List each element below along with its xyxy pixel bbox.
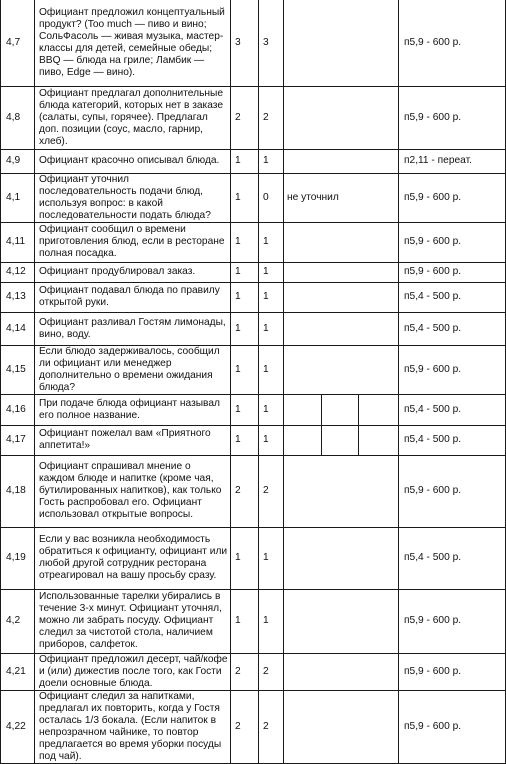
penalty-reference: п5,9 - 600 р.	[399, 455, 506, 527]
max-score: 1	[231, 527, 259, 589]
table-row	[1, 589, 506, 653]
actual-score: 1	[259, 589, 284, 653]
actual-score: 1	[259, 222, 284, 262]
item-description: Официант сообщил о времени приготовления блюд, если в ресторане полная посадка.	[35, 222, 231, 262]
item-description: Официант уточнил последовательность подачи блюд, используя вопрос: в какой последовательности подать блюда?	[35, 173, 231, 222]
item-description: Использованные тарелки убирались в течение 3-х минут. Официант уточнял, можно ли забрать посуду. Официант следил за чистотой стола, наличием приборов, салфеток.	[35, 589, 231, 653]
max-score: 1	[231, 345, 259, 394]
comment-cell	[284, 589, 399, 653]
penalty-reference: п5,4 - 500 р.	[399, 425, 506, 455]
note-cell-c	[359, 425, 399, 455]
item-number: 4,14	[1, 312, 35, 345]
item-description: Официант разливал Гостям лимонады, вино, воду.	[35, 312, 231, 345]
item-number: 4,16	[1, 394, 35, 425]
table-row	[1, 222, 506, 262]
item-description: Если блюдо задерживалось, сообщил ли официант или менеджер дополнительно о времени ожидания блюда?	[35, 345, 231, 394]
penalty-reference: п5,9 - 600 р.	[399, 345, 506, 394]
max-score: 1	[231, 222, 259, 262]
actual-score: 1	[259, 282, 284, 312]
item-number: 4,19	[1, 527, 35, 589]
table-row	[1, 262, 506, 282]
item-number: 4,2	[1, 589, 35, 653]
item-number: 4,22	[1, 690, 35, 763]
table-row	[1, 173, 506, 222]
note-cell-a	[284, 394, 322, 425]
penalty-reference: п5,9 - 600 р.	[399, 173, 506, 222]
actual-score: 1	[259, 394, 284, 425]
penalty-reference: п5,4 - 500 р.	[399, 312, 506, 345]
penalty-reference: п5,9 - 600 р.	[399, 86, 506, 149]
comment-cell	[284, 262, 399, 282]
max-score: 1	[231, 149, 259, 173]
item-number: 4,12	[1, 262, 35, 282]
item-description: Если у вас возникла необходимость обратиться к официанту, официант или любой другой сотрудник ресторана отреагировал на вашу просьбу сразу.	[35, 527, 231, 589]
item-number: 4,18	[1, 455, 35, 527]
actual-score: 1	[259, 312, 284, 345]
item-description: Официант продублировал заказ.	[35, 262, 231, 282]
table-row	[1, 312, 506, 345]
actual-score: 1	[259, 262, 284, 282]
note-cell-b	[322, 425, 359, 455]
comment-cell	[284, 455, 399, 527]
item-description: Официант предлагал дополнительные блюда категорий, которых нет в заказе (салаты, супы, горячее). Предлагал доп. позиции (соус, масло, гарнир, хлеб).	[35, 86, 231, 149]
item-number: 4,9	[1, 149, 35, 173]
note-cell-a	[284, 425, 322, 455]
max-score: 3	[231, 0, 259, 86]
comment-cell	[284, 527, 399, 589]
penalty-reference: п5,9 - 600 р.	[399, 222, 506, 262]
comment-cell	[284, 312, 399, 345]
table-row	[1, 0, 506, 86]
actual-score: 1	[259, 149, 284, 173]
max-score: 2	[231, 455, 259, 527]
actual-score: 1	[259, 425, 284, 455]
comment-cell	[284, 222, 399, 262]
comment-cell	[284, 653, 399, 690]
item-description: Официант предложил десерт, чай/кофе и (или) дижестив после того, как Гости доели основные блюда.	[35, 653, 231, 690]
penalty-reference: п5,4 - 500 р.	[399, 527, 506, 589]
item-description: Официант пожелал вам «Приятного аппетита!»	[35, 425, 231, 455]
table-row	[1, 345, 506, 394]
item-number: 4,8	[1, 86, 35, 149]
actual-score: 0	[259, 173, 284, 222]
max-score: 2	[231, 86, 259, 149]
max-score: 1	[231, 173, 259, 222]
actual-score: 2	[259, 455, 284, 527]
penalty-reference: п5,9 - 600 р.	[399, 690, 506, 763]
actual-score: 2	[259, 653, 284, 690]
table-row	[1, 149, 506, 173]
penalty-reference: п5,9 - 600 р.	[399, 0, 506, 86]
table-row	[1, 527, 506, 589]
comment-cell	[284, 0, 399, 86]
max-score: 2	[231, 690, 259, 763]
item-number: 4,1	[1, 173, 35, 222]
table-row	[1, 455, 506, 527]
table-row	[1, 282, 506, 312]
item-number: 4,13	[1, 282, 35, 312]
table-row	[1, 425, 506, 455]
item-description: Официант подавал блюда по правилу открытой руки.	[35, 282, 231, 312]
item-number: 4,7	[1, 0, 35, 86]
table-row	[1, 394, 506, 425]
max-score: 1	[231, 589, 259, 653]
penalty-reference: п5,9 - 600 р.	[399, 653, 506, 690]
table-row	[1, 653, 506, 690]
item-description: Официант красочно описывал блюда.	[35, 149, 231, 173]
max-score: 1	[231, 282, 259, 312]
table-row	[1, 86, 506, 149]
penalty-reference: п5,9 - 600 р.	[399, 262, 506, 282]
max-score: 1	[231, 262, 259, 282]
actual-score: 2	[259, 86, 284, 149]
note-cell-b	[322, 394, 359, 425]
max-score: 1	[231, 312, 259, 345]
item-description: Официант спрашивал мнение о каждом блюде и напитке (кроме чая, бутилированных напитков), как только Гость распробовал его. Официант использовал открытые вопросы.	[35, 455, 231, 527]
actual-score: 2	[259, 690, 284, 763]
note-cell-c	[359, 394, 399, 425]
penalty-reference: п5,9 - 600 р.	[399, 589, 506, 653]
penalty-reference: п2,11 - переат.	[399, 149, 506, 173]
actual-score: 1	[259, 345, 284, 394]
penalty-reference: п5,4 - 500 р.	[399, 282, 506, 312]
max-score: 1	[231, 425, 259, 455]
comment-cell	[284, 149, 399, 173]
comment-cell	[284, 282, 399, 312]
item-number: 4,17	[1, 425, 35, 455]
actual-score: 1	[259, 527, 284, 589]
comment-cell	[284, 345, 399, 394]
table-row	[1, 690, 506, 763]
max-score: 1	[231, 394, 259, 425]
item-description: Официант предложил концептуальный продукт? (Too much — пиво и вино; СольФасоль — живая музыка, мастер-классы для детей, семейные обеды; BBQ — блюда на гриле; Ламбик — пиво, Edge — вино).	[35, 0, 231, 86]
comment-cell	[284, 690, 399, 763]
item-description: При подаче блюда официант называл его полное название.	[35, 394, 231, 425]
item-number: 4,21	[1, 653, 35, 690]
penalty-reference: п5,4 - 500 р.	[399, 394, 506, 425]
max-score: 2	[231, 653, 259, 690]
item-number: 4,15	[1, 345, 35, 394]
comment-cell	[284, 86, 399, 149]
item-description: Официант следил за напитками, предлагал их повторить, когда у Гостя осталась 1/3 бокала. (Если напиток в непрозрачном чайнике, то повтор предлагается во время уборки посуды под чай).	[35, 690, 231, 763]
actual-score: 3	[259, 0, 284, 86]
item-number: 4,11	[1, 222, 35, 262]
comment-cell: не уточнил	[284, 173, 399, 222]
